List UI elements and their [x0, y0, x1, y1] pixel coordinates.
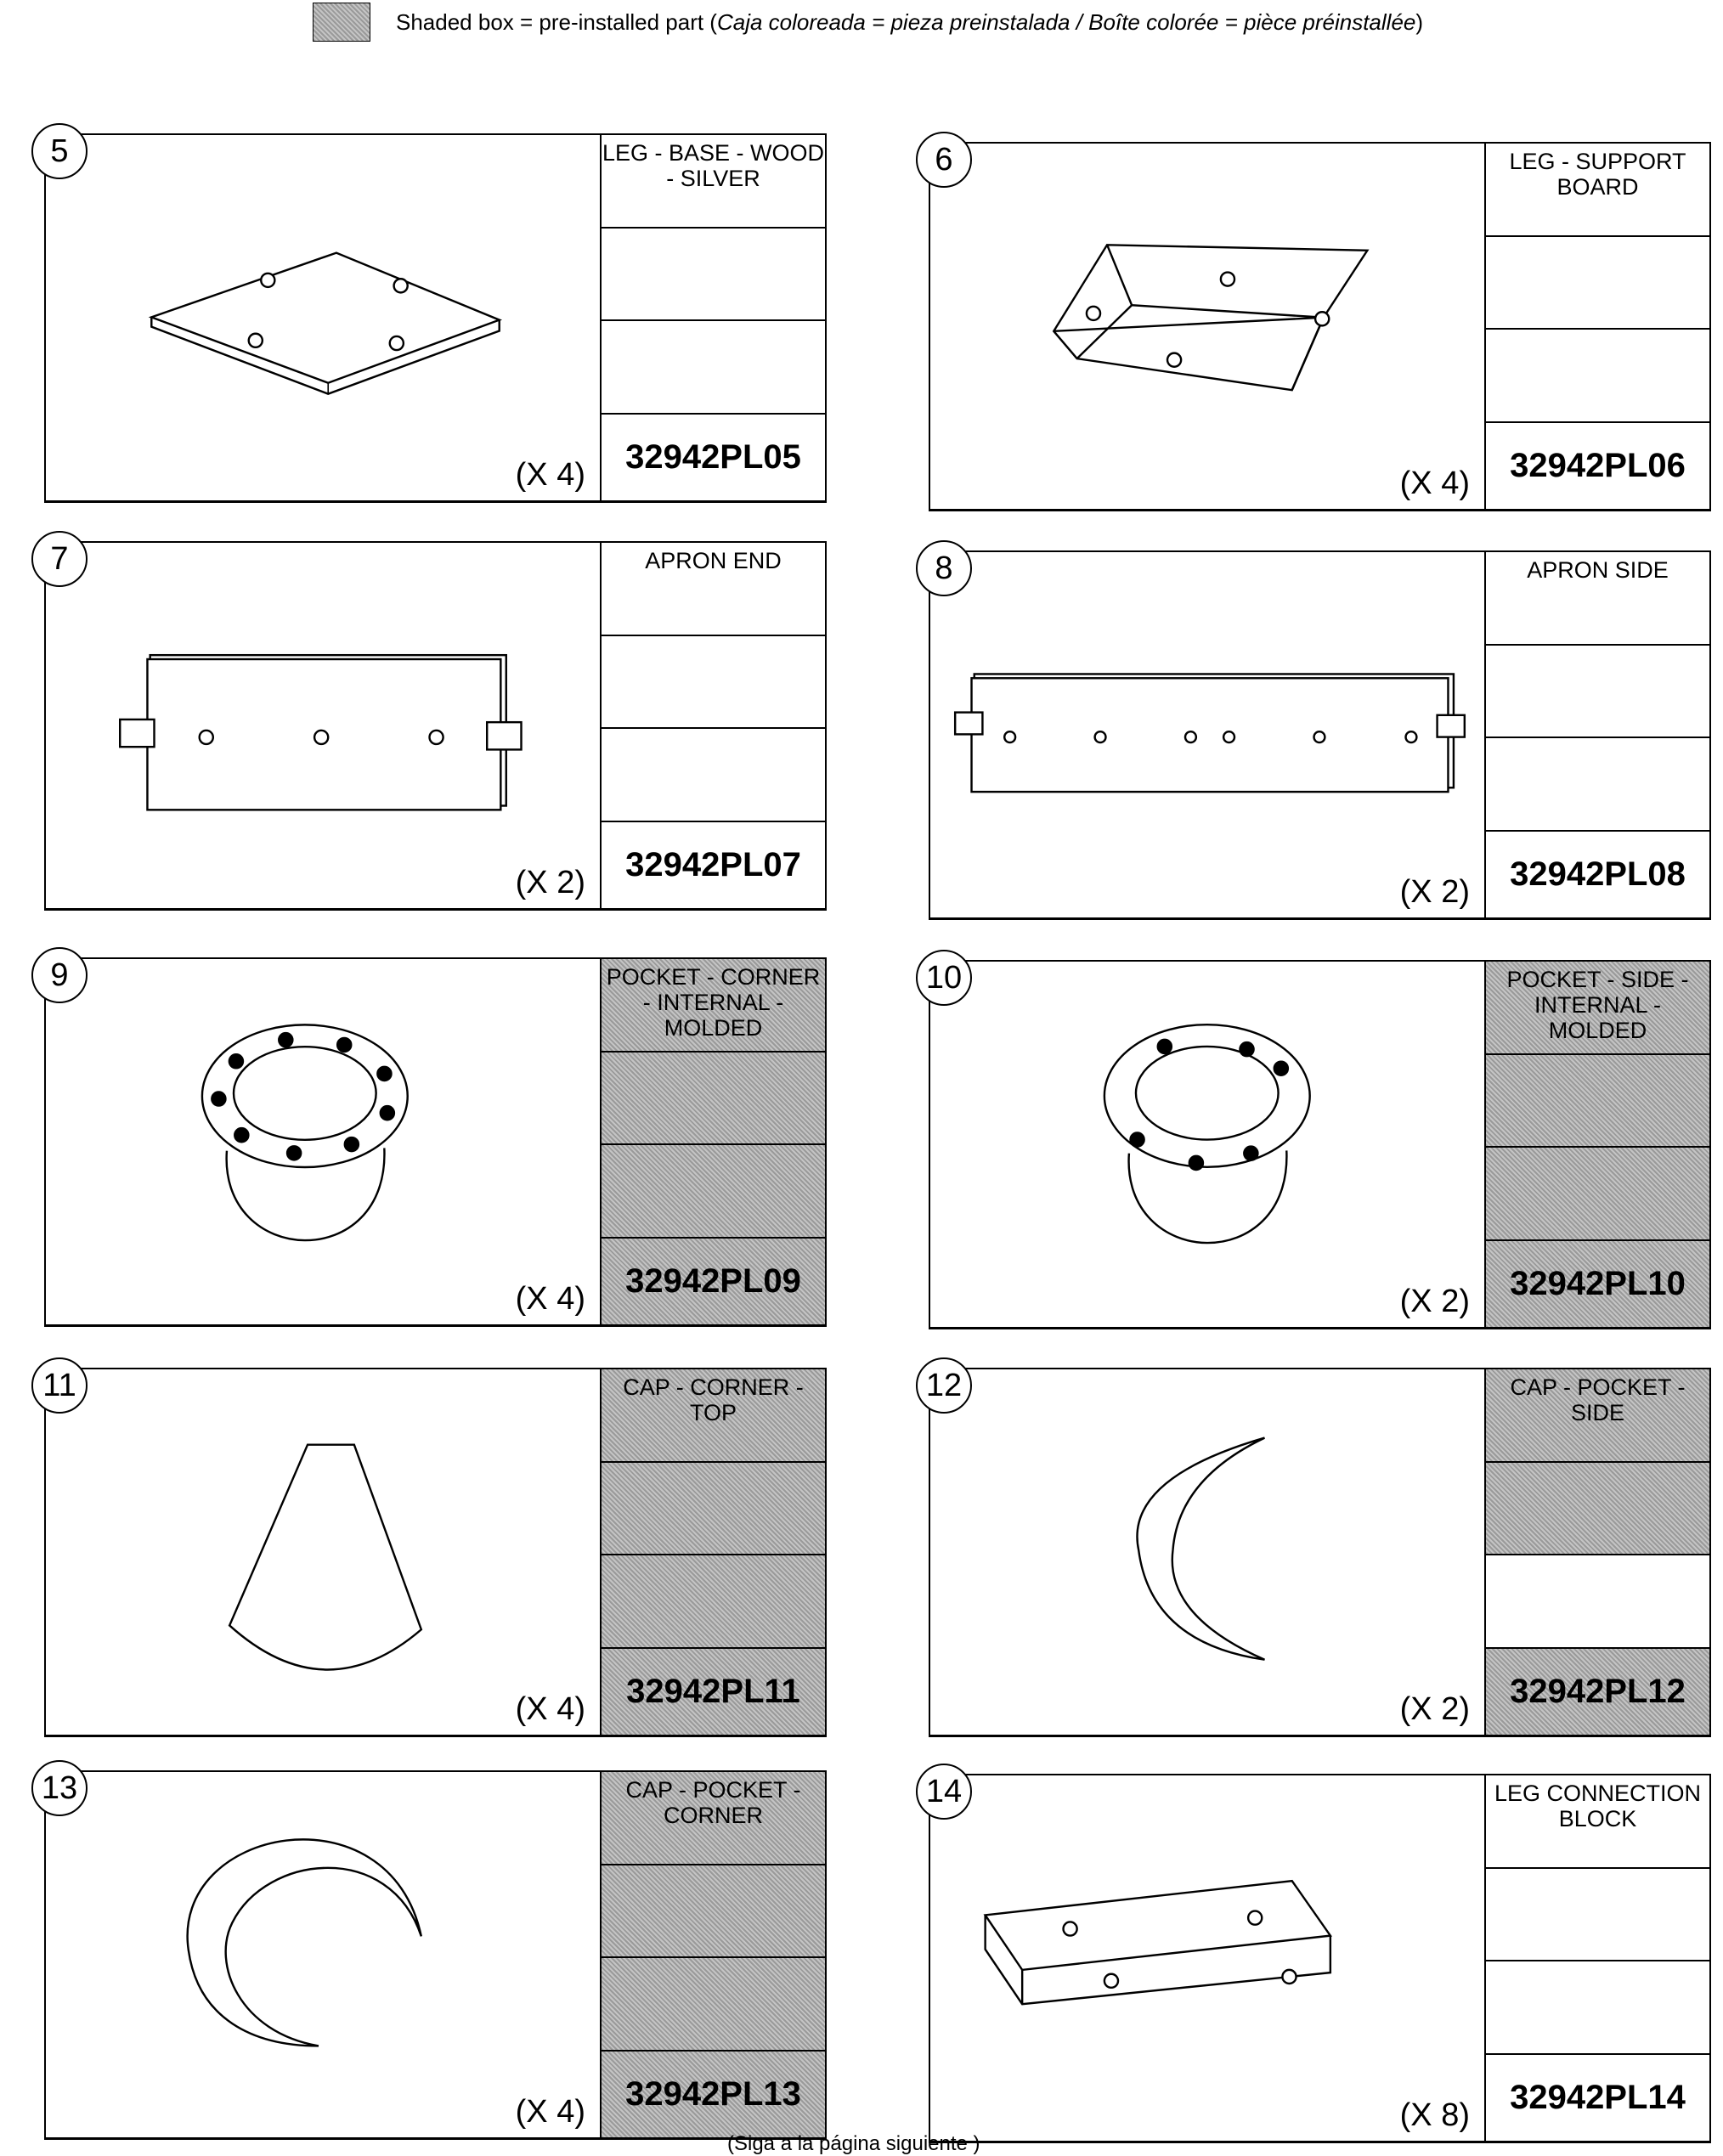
part-info-column — [600, 959, 825, 1324]
block-drawing — [930, 1775, 1489, 2142]
part-name: CAP - POCKET - SIDE — [1486, 1369, 1709, 1463]
quantity: (X 4) — [515, 1691, 585, 1727]
part-card-11 — [44, 1368, 827, 1737]
part-card-14 — [925, 1773, 1711, 2143]
part-name: POCKET - SIDE - INTERNAL - MOLDED — [1486, 962, 1709, 1055]
apron-end-drawing — [46, 543, 605, 910]
part-number-badge: 9 — [31, 947, 88, 1003]
part-card-10 — [925, 959, 1711, 1329]
tray-drawing — [930, 144, 1489, 511]
part-name: CAP - POCKET - CORNER — [602, 1772, 825, 1865]
blank-cell — [602, 1865, 825, 1959]
part-card-12 — [925, 1367, 1711, 1737]
part-code: 32942PL05 — [625, 438, 801, 477]
part-info-column — [600, 135, 825, 500]
blank-cell — [602, 729, 825, 822]
part-number-badge: 13 — [31, 1760, 88, 1816]
part-code: 32942PL06 — [1510, 447, 1686, 485]
part-code: 32942PL11 — [602, 1649, 825, 1736]
crescent-large-drawing — [46, 1772, 605, 2139]
blank-cell — [1486, 1961, 1709, 2055]
part-name: LEG - BASE - WOOD - SILVER — [602, 135, 825, 229]
quantity: (X 4) — [1399, 466, 1470, 501]
cone-drawing — [46, 1369, 605, 1736]
quantity: (X 4) — [515, 457, 585, 493]
blank-cell — [1486, 237, 1709, 330]
part-name: LEG CONNECTION BLOCK — [1486, 1775, 1709, 1869]
part-card-8 — [929, 550, 1711, 920]
part-code: 32942PL08 — [1510, 855, 1686, 894]
part-code: 32942PL07 — [625, 846, 801, 884]
part-number-badge: 14 — [916, 1764, 972, 1820]
blank-cell — [602, 1145, 825, 1239]
part-info-column — [600, 543, 825, 908]
part-number-badge: 7 — [31, 531, 88, 587]
part-name: LEG - SUPPORT BOARD — [1486, 144, 1709, 237]
part-name: APRON END — [602, 543, 825, 636]
part-info-column — [600, 1772, 825, 2137]
crescent-small-drawing — [930, 1369, 1489, 1736]
quantity: (X 2) — [1399, 874, 1470, 910]
apron-side-drawing — [930, 552, 1489, 919]
part-number-badge: 5 — [31, 123, 88, 179]
quantity: (X 2) — [1399, 1284, 1470, 1319]
part-name: CAP - CORNER - TOP — [602, 1369, 825, 1463]
blank-cell — [602, 636, 825, 730]
quantity: (X 4) — [515, 1281, 585, 1317]
shaded-swatch — [313, 3, 370, 42]
blank-cell — [602, 1463, 825, 1556]
blank-cell — [1486, 1148, 1709, 1241]
quantity: (X 4) — [515, 2094, 585, 2130]
blank-cell — [602, 1555, 825, 1649]
blank-cell — [1486, 330, 1709, 423]
part-code: 32942PL13 — [602, 2052, 825, 2138]
blank-cell — [602, 1053, 825, 1146]
part-info-column — [1484, 552, 1709, 917]
pocket-corner-drawing — [46, 959, 605, 1326]
quantity: (X 8) — [1399, 2097, 1470, 2133]
footer-note: (Siga a la página siguiente ) — [727, 2132, 980, 2155]
part-name: APRON SIDE — [1486, 552, 1709, 646]
part-card-7 — [44, 541, 827, 911]
part-name: POCKET - CORNER - INTERNAL - MOLDED — [602, 959, 825, 1053]
pocket-side-drawing — [930, 962, 1489, 1329]
part-number-badge: 8 — [916, 540, 972, 596]
part-code: 32942PL14 — [1510, 2079, 1686, 2117]
blank-cell — [602, 1958, 825, 2052]
plate-drawing — [46, 135, 605, 502]
part-info-column — [1484, 1775, 1709, 2141]
part-code: 32942PL10 — [1486, 1241, 1709, 1328]
legend — [313, 3, 1423, 41]
part-number-badge: 12 — [916, 1357, 972, 1414]
part-info-column — [600, 1369, 825, 1735]
part-info-column — [1484, 962, 1709, 1327]
part-code: 32942PL12 — [1486, 1649, 1709, 1736]
part-info-column — [1484, 1369, 1709, 1735]
part-number-badge: 10 — [916, 950, 972, 1006]
part-card-13 — [41, 1769, 827, 2140]
part-info-column — [1484, 144, 1709, 509]
quantity: (X 2) — [515, 865, 585, 900]
blank-cell — [602, 229, 825, 322]
blank-cell — [1486, 1869, 1709, 1962]
part-card-6 — [929, 142, 1711, 511]
part-number-badge: 11 — [31, 1357, 88, 1414]
part-code: 32942PL09 — [602, 1239, 825, 1325]
blank-cell — [1486, 1463, 1709, 1556]
blank-cell — [1486, 1555, 1709, 1649]
part-number-badge: 6 — [916, 132, 972, 188]
part-card-5 — [44, 133, 827, 503]
quantity: (X 2) — [1399, 1691, 1470, 1727]
blank-cell — [602, 321, 825, 415]
blank-cell — [1486, 1055, 1709, 1149]
blank-cell — [1486, 646, 1709, 739]
part-card-9 — [44, 957, 827, 1327]
legend-text: Shaded box = pre-installed part (Caja coloreada = pieza preinstalada / Boîte colorée = pièce préinstallée) — [396, 8, 1424, 35]
blank-cell — [1486, 738, 1709, 832]
